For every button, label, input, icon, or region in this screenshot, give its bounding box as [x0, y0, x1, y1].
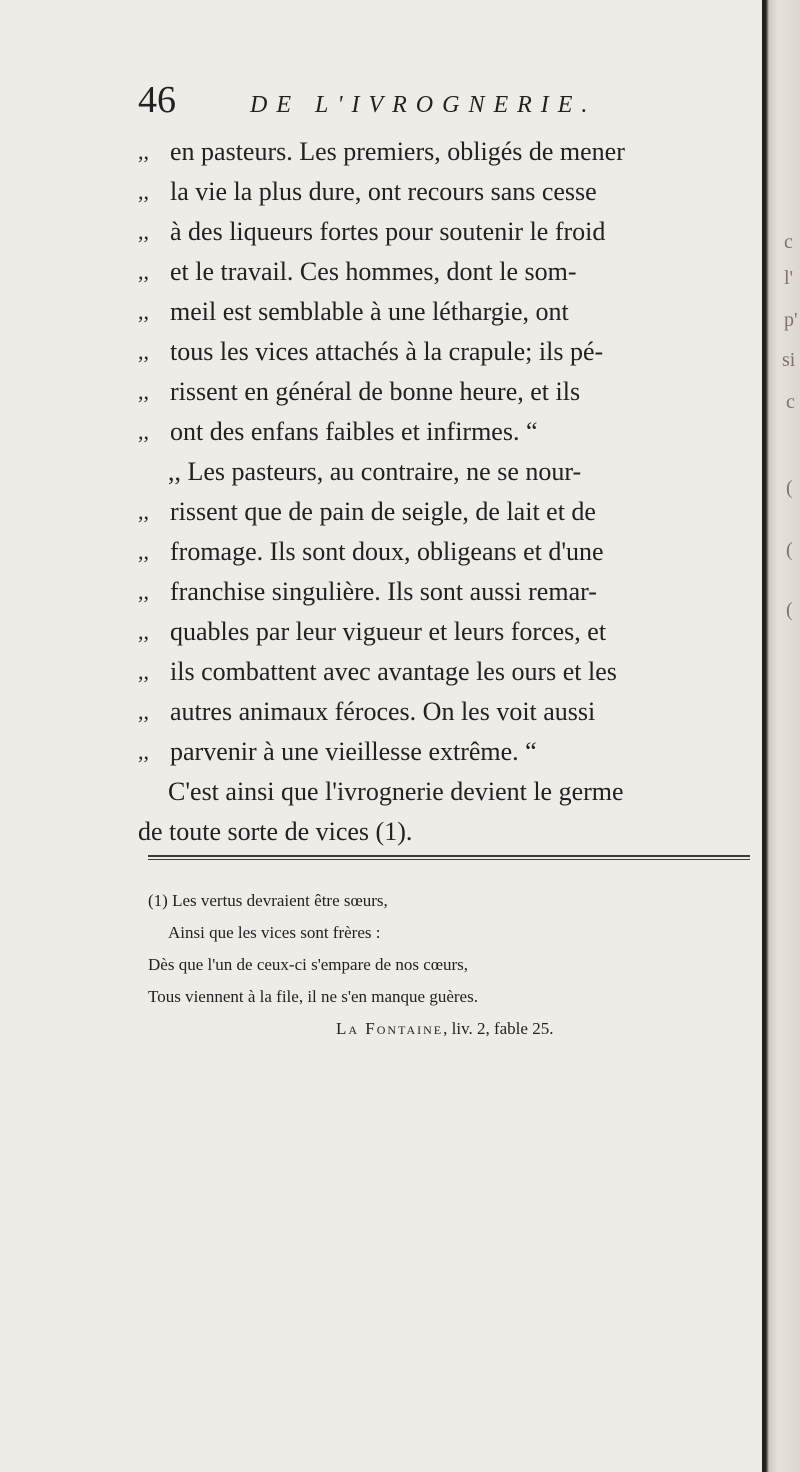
line-text: tous les vices attachés à la crapule; ils pé-	[170, 337, 604, 366]
margin-fragment: (	[786, 599, 793, 621]
line-text: franchise singulière. Ils sont aussi remar-	[170, 577, 597, 606]
margin-fragment: si	[782, 349, 796, 371]
margin-fragment: c	[786, 391, 795, 413]
quote-mark: ,,	[138, 339, 149, 364]
footnote-line: Ainsi que les vices sont frères :	[168, 923, 381, 942]
quote-mark: ,,	[138, 539, 149, 564]
line-text: en pasteurs. Les premiers, obligés de mener	[170, 137, 625, 166]
quote-mark: ,,	[138, 379, 149, 404]
line-text: fromage. Ils sont doux, obligeans et d'une	[170, 537, 604, 566]
quote-mark: ,,	[138, 699, 149, 724]
margin-fragment: (	[786, 539, 793, 561]
line-text: autres animaux féroces. On les voit aussi	[170, 697, 596, 726]
running-title: DE L'IVROGNERIE.	[250, 92, 597, 118]
line-text: ont des enfans faibles et infirmes. “	[170, 417, 538, 446]
footnote-line: (1) Les vertus devraient être sœurs,	[148, 891, 388, 910]
quote-mark: ,,	[138, 579, 149, 604]
quote-mark: ,,	[138, 179, 149, 204]
line-text: et le travail. Ces hommes, dont le som-	[170, 257, 577, 286]
attribution-ref: , liv. 2, fable 25.	[443, 1019, 554, 1038]
quote-mark: ,,	[138, 259, 149, 284]
line-text: de toute sorte de vices (1).	[138, 817, 413, 846]
line-text: ,, Les pasteurs, au contraire, ne se nour-	[168, 457, 582, 486]
line-text: C'est ainsi que l'ivrognerie devient le germe	[168, 777, 624, 806]
line-text: rissent en général de bonne heure, et ils	[170, 377, 581, 406]
quote-mark: ,,	[138, 619, 149, 644]
margin-fragment: l'	[784, 267, 794, 289]
line-text: ils combattent avec avantage les ours et les	[170, 657, 617, 686]
line-text: quables par leur vigueur et leurs forces, et	[170, 617, 607, 646]
footnote-divider	[148, 855, 750, 860]
line-text: parvenir à une vieillesse extrême. “	[170, 737, 537, 766]
quote-mark: ,,	[138, 139, 149, 164]
line-text: meil est semblable à une léthargie, ont	[170, 297, 569, 326]
quote-mark: ,,	[138, 299, 149, 324]
footnote-attribution	[336, 1016, 553, 1042]
footnote-line: Dès que l'un de ceux-ci s'empare de nos cœurs,	[148, 955, 469, 974]
attribution-name: La Fontaine	[336, 1019, 444, 1038]
page-header	[138, 78, 596, 124]
margin-fragment: p'	[784, 309, 798, 331]
line-text: la vie la plus dure, ont recours sans cesse	[170, 177, 597, 206]
quote-mark: ,,	[138, 419, 149, 444]
quote-mark: ,,	[138, 739, 149, 764]
margin-fragment: c	[784, 231, 793, 253]
line-text: rissent que de pain de seigle, de lait et de	[170, 497, 596, 526]
margin-fragment: (	[786, 477, 793, 499]
page-number: 46	[138, 79, 176, 121]
binding-gutter	[762, 0, 800, 1472]
quote-mark: ,,	[138, 659, 149, 684]
line-text: à des liqueurs fortes pour soutenir le froid	[170, 217, 606, 246]
quote-mark: ,,	[138, 499, 149, 524]
quote-mark: ,,	[138, 219, 149, 244]
footnote-line: Tous viennent à la file, il ne s'en manque guères.	[148, 987, 478, 1006]
